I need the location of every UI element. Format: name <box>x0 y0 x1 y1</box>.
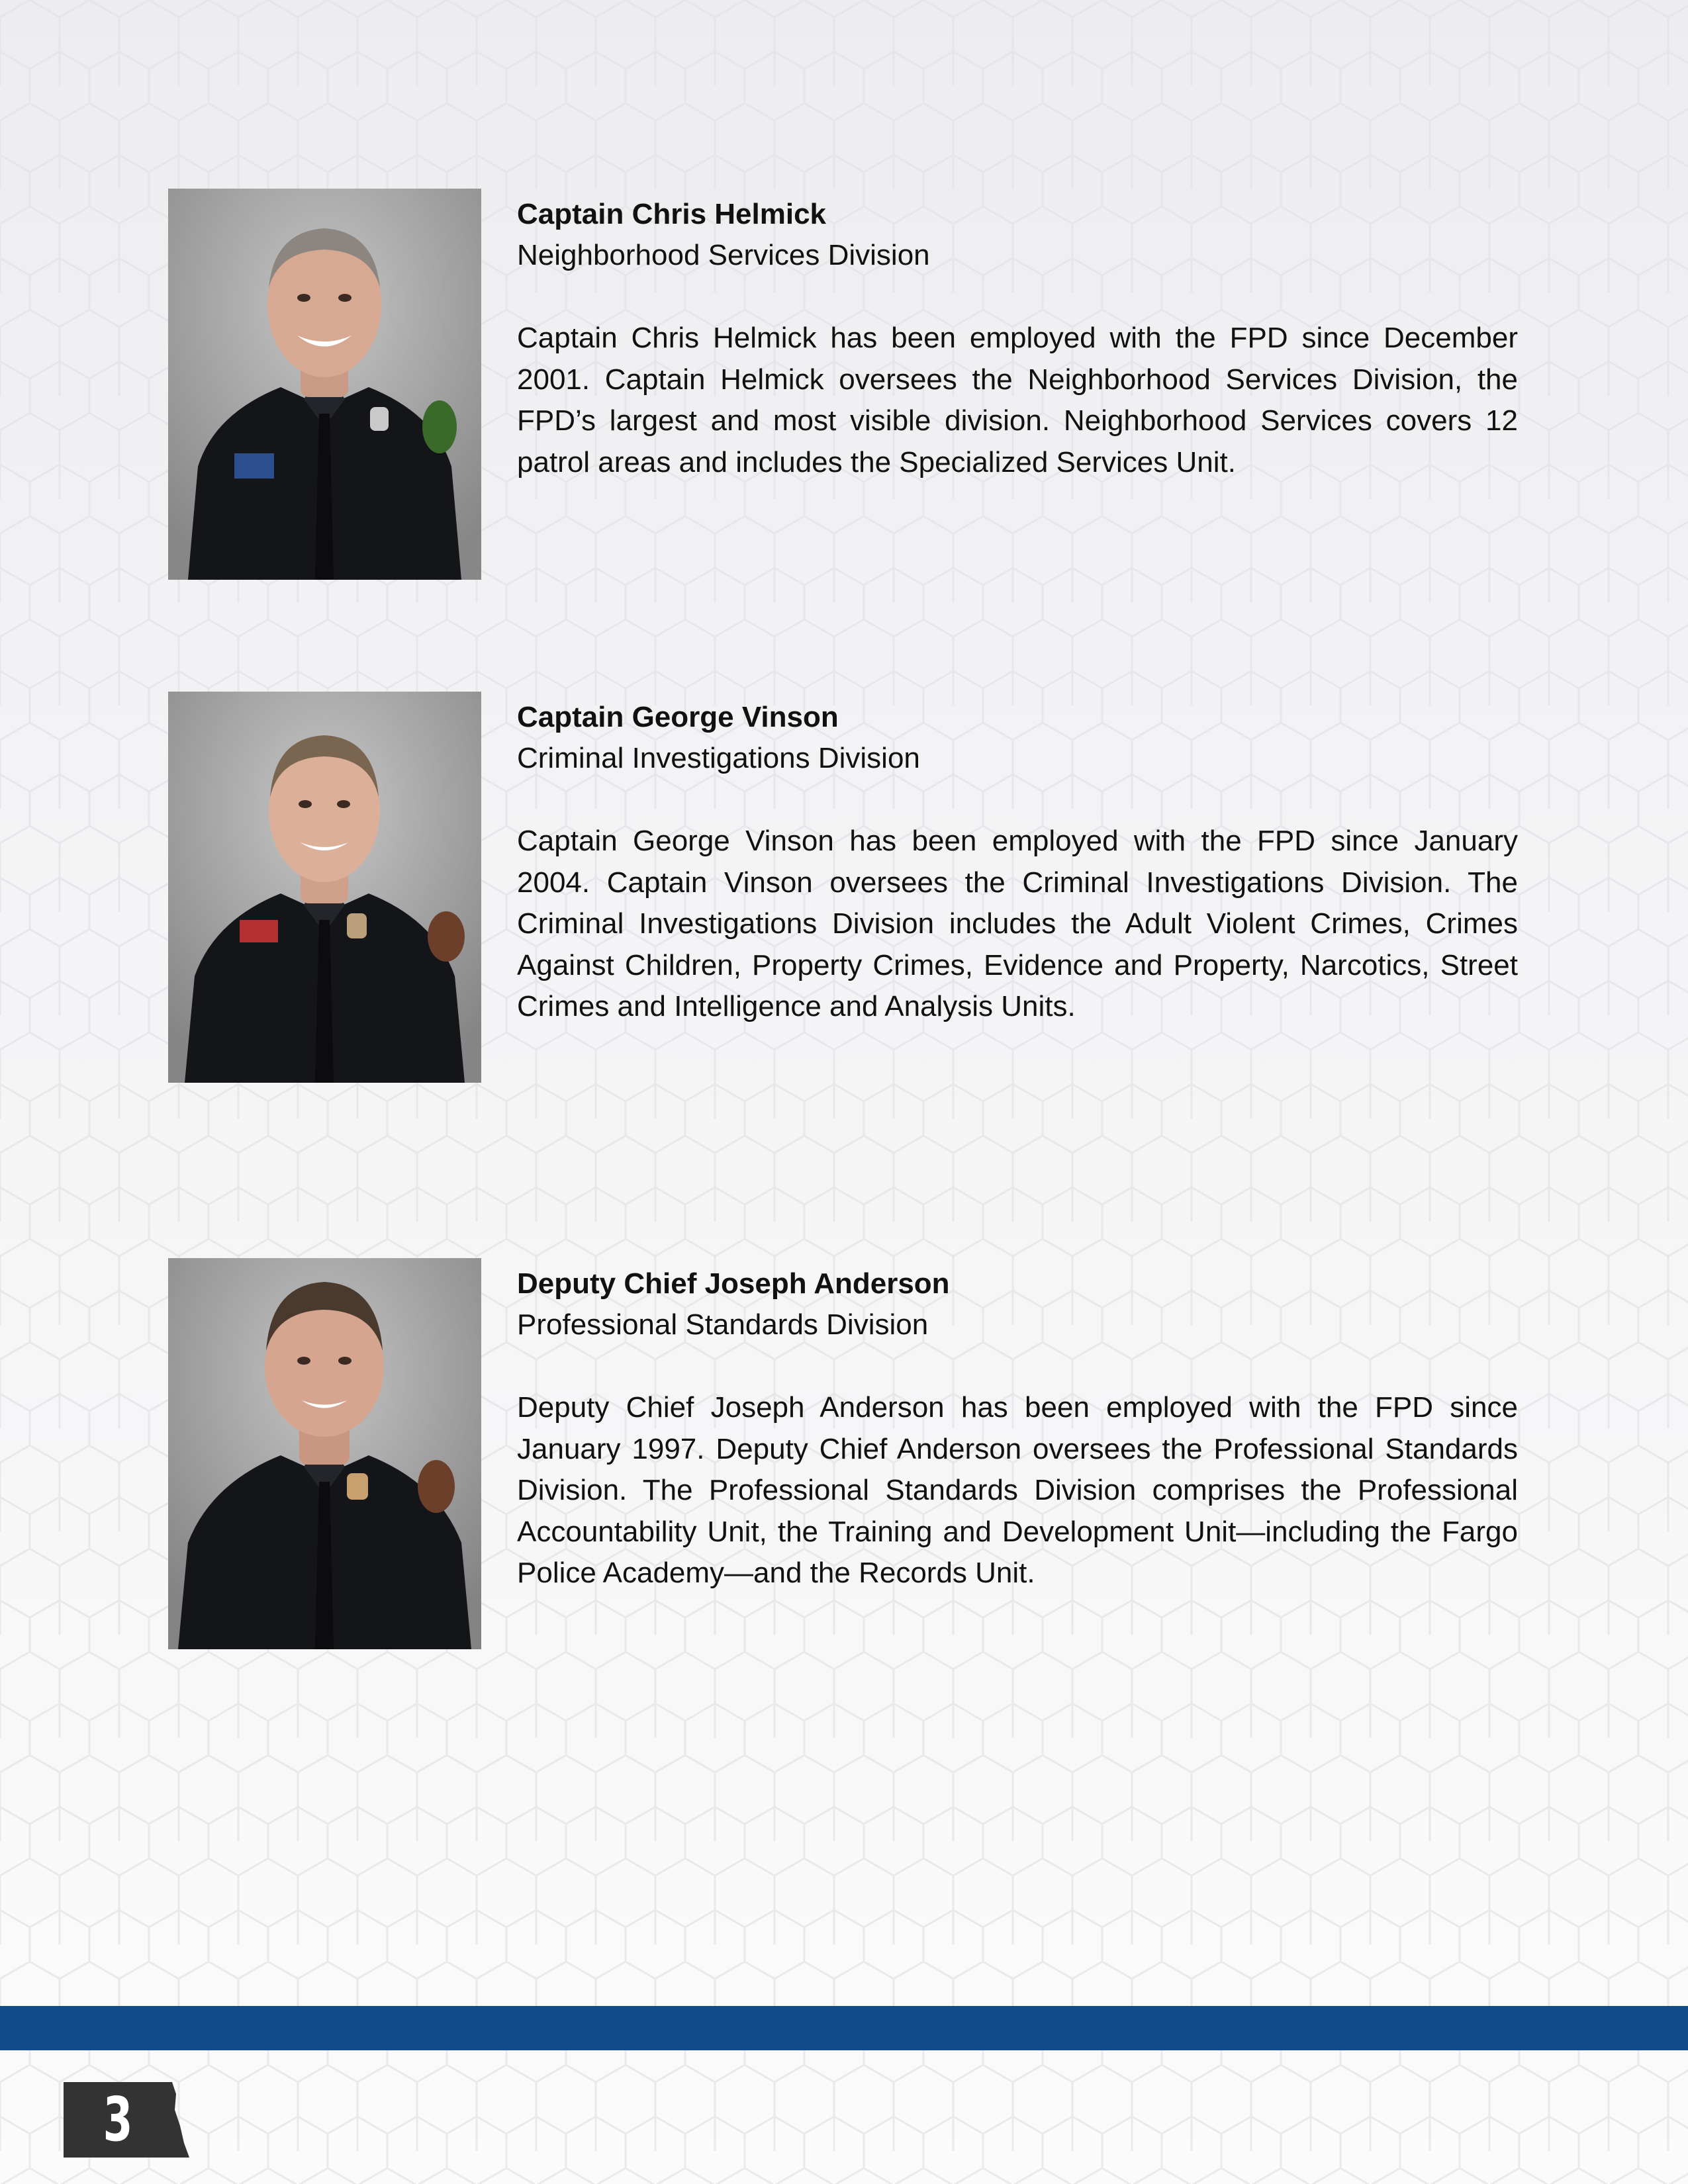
portrait-photo <box>168 1258 481 1649</box>
division-name: Neighborhood Services Division <box>517 239 930 271</box>
officer-bio: Captain Chris Helmick has been employed with the FPD since December 2001. Captain Helmick oversees the Neighborhood Services Division, the FPD’s largest and most visible division. Neighborhood Services covers 12 patrol areas and includes the Specialized Services Unit. <box>517 322 1518 478</box>
page-number: 3 <box>103 2084 133 2155</box>
division-name: Criminal Investigations Division <box>517 742 920 774</box>
officer-bio: Deputy Chief Joseph Anderson has been employed with the FPD since January 1997. Deputy Chief Anderson oversees the Professional Standards Division. The Professional Standards Division comprises the Professional Accountability Unit, the Training and Development Unit—including the Fargo Police Academy—and the Records Unit. <box>517 1391 1518 1589</box>
page-number-badge <box>64 2082 192 2158</box>
officer-name: Captain Chris Helmick <box>517 198 827 230</box>
officer-name: Captain George Vinson <box>517 701 839 733</box>
profile-text <box>517 194 1518 483</box>
profile-text <box>517 697 1518 1028</box>
portrait-photo <box>168 189 481 580</box>
officer-name: Deputy Chief Joseph Anderson <box>517 1267 950 1300</box>
footer-bar <box>0 2006 1688 2050</box>
portrait-photo <box>168 692 481 1083</box>
officer-bio: Captain George Vinson has been employed with the FPD since January 2004. Captain Vinson oversees the Criminal Investigations Division. The Criminal Investigations Division includes the Adult Violent Crimes, Crimes Against Children, Property Crimes, Evidence and Property, Narcotics, Street Crimes and Intelligence and Analysis Units. <box>517 825 1518 1023</box>
profile-text <box>517 1263 1518 1594</box>
division-name: Professional Standards Division <box>517 1308 929 1341</box>
